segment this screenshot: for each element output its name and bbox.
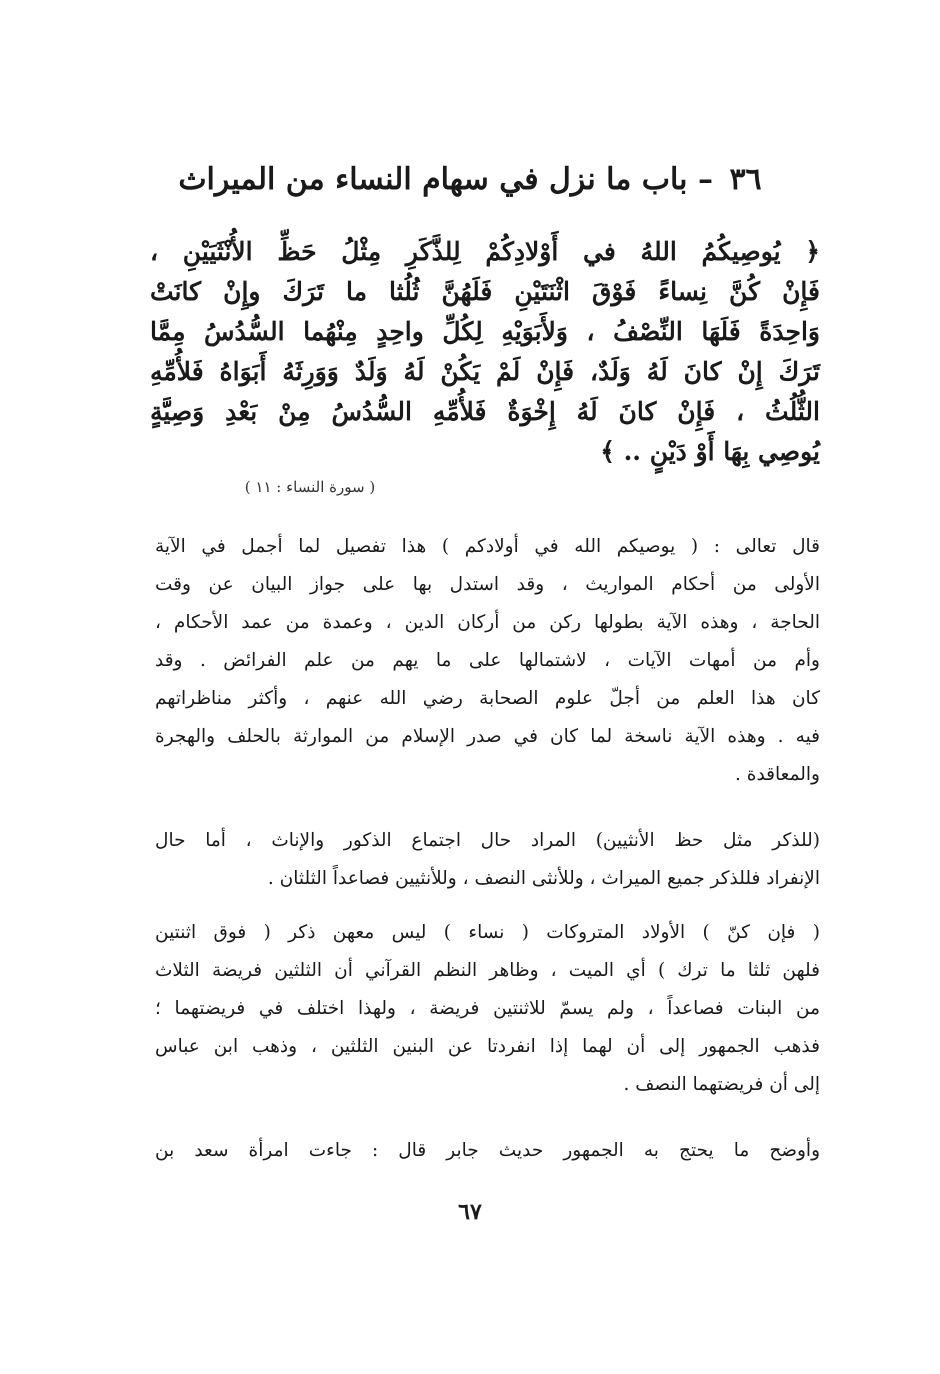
page-number: ٦٧ xyxy=(458,1199,482,1225)
chapter-title: – باب ما نزل في سهام النساء من الميراث xyxy=(178,162,713,197)
verse-line: وَاحِدَةً فَلَهَا النِّصْفُ ، وَلأَبَوَيْهِ لِكُلِّ واحِدٍ مِنْهُما السُّدُسُ مِمَّا xyxy=(150,317,820,346)
chapter-heading xyxy=(160,150,780,210)
paragraph-line: قال تعالى : ( يوصيكم الله في أولادكم ) هذا تفصيل لما أجمل في الآية xyxy=(155,536,820,557)
commentary-paragraph xyxy=(155,914,820,1104)
verse-line: ﴿ يُوصِيكُمُ اللهُ في أَوْلادِكُمْ لِلذَّكَرِ مِثْلُ حَظِّ الأُنْثَيَيْنِ ، xyxy=(150,237,820,266)
verse-line: يُوصِي بِهَا أَوْ دَيْنٍ .. ﴾ xyxy=(600,437,820,466)
paragraph-line: الحاجة ، وهذه الآية بطولها ركن من أركان الدين ، وعمدة من عمد الأحكام ، xyxy=(155,612,820,633)
commentary-paragraph xyxy=(155,822,820,898)
paragraph-line: والمعاقدة . xyxy=(735,764,820,785)
chapter-number: ٣٦ xyxy=(729,162,762,197)
paragraph-line: وأوضح ما يحتج به الجمهور حديث جابر قال : جاءت امرأة سعد بن xyxy=(155,1140,820,1161)
commentary-paragraph xyxy=(155,1132,820,1170)
paragraph-line: الإنفراد فللذكر جميع الميراث ، وللأنثى النصف ، وللأنثيين فصاعداً الثلثان . xyxy=(267,868,820,889)
verse-line: تَرَكَ إِنْ كانَ لَهُ وَلَدٌ، فَإِنْ لَمْ يَكُنْ لَهُ وَلَدٌ وَوَرِثَهُ أَبَوَاهُ فَلأُمِّهِ xyxy=(150,357,820,386)
quran-verse-block xyxy=(150,232,820,472)
paragraph-line: فلهن ثلثا ما ترك ) أي الميت ، وظاهر النظم القرآني أن الثلثين فريضة الثلاث xyxy=(155,960,820,981)
paragraph-line: إلى أن فريضتهما النصف . xyxy=(623,1074,820,1095)
paragraph-line: كان هذا العلم من أجلّ علوم الصحابة رضي الله عنهم ، وأكثر مناظراتهم xyxy=(155,688,820,709)
paragraph-line: وأم من أمهات الآيات ، لاشتمالها على ما يهم من علم الفرائض . وقد xyxy=(155,650,820,671)
paragraph-line: فذهب الجمهور إلى أن لهما إذا انفردتا عن البنين الثلثين ، وذهب ابن عباس xyxy=(155,1036,820,1057)
paragraph-line: فيه . وهذه الآية ناسخة لما كان في صدر الإسلام من الموارثة بالحلف والهجرة xyxy=(155,726,820,747)
verse-reference: ( سورة النساء : ١١ ) xyxy=(244,478,376,496)
paragraph-line: ( فإن كنّ ) الأولاد المتروكات ( نساء ) ليس معهن ذكر ( فوق اثنتين xyxy=(155,922,820,943)
verse-line: الثُّلُثُ ، فَإِنْ كانَ لَهُ إِخْوَةٌ فَلأُمِّهِ السُّدُسُ مِنْ بَعْدِ وَصِيَّةٍ xyxy=(150,397,820,426)
paragraph-line: (للذكر مثل حظ الأنثيين) المراد حال اجتماع الذكور والإناث ، أما حال xyxy=(155,830,820,851)
verse-line: فَإِنْ كُنَّ نِساءً فَوْقَ اثْنَتَيْنِ فَلَهُنَّ ثُلُثا ما تَرَكَ وإِنْ كانَتْ xyxy=(150,277,820,306)
paragraph-line: من البنات فصاعداً ، ولم يسمّ للاثنتين فريضة ، ولهذا اختلف في فريضتهما ؛ xyxy=(155,998,820,1019)
commentary-paragraph xyxy=(155,528,820,794)
paragraph-line: الأولى من أحكام المواريث ، وقد استدل بها على جواز البيان عن وقت xyxy=(155,574,820,595)
